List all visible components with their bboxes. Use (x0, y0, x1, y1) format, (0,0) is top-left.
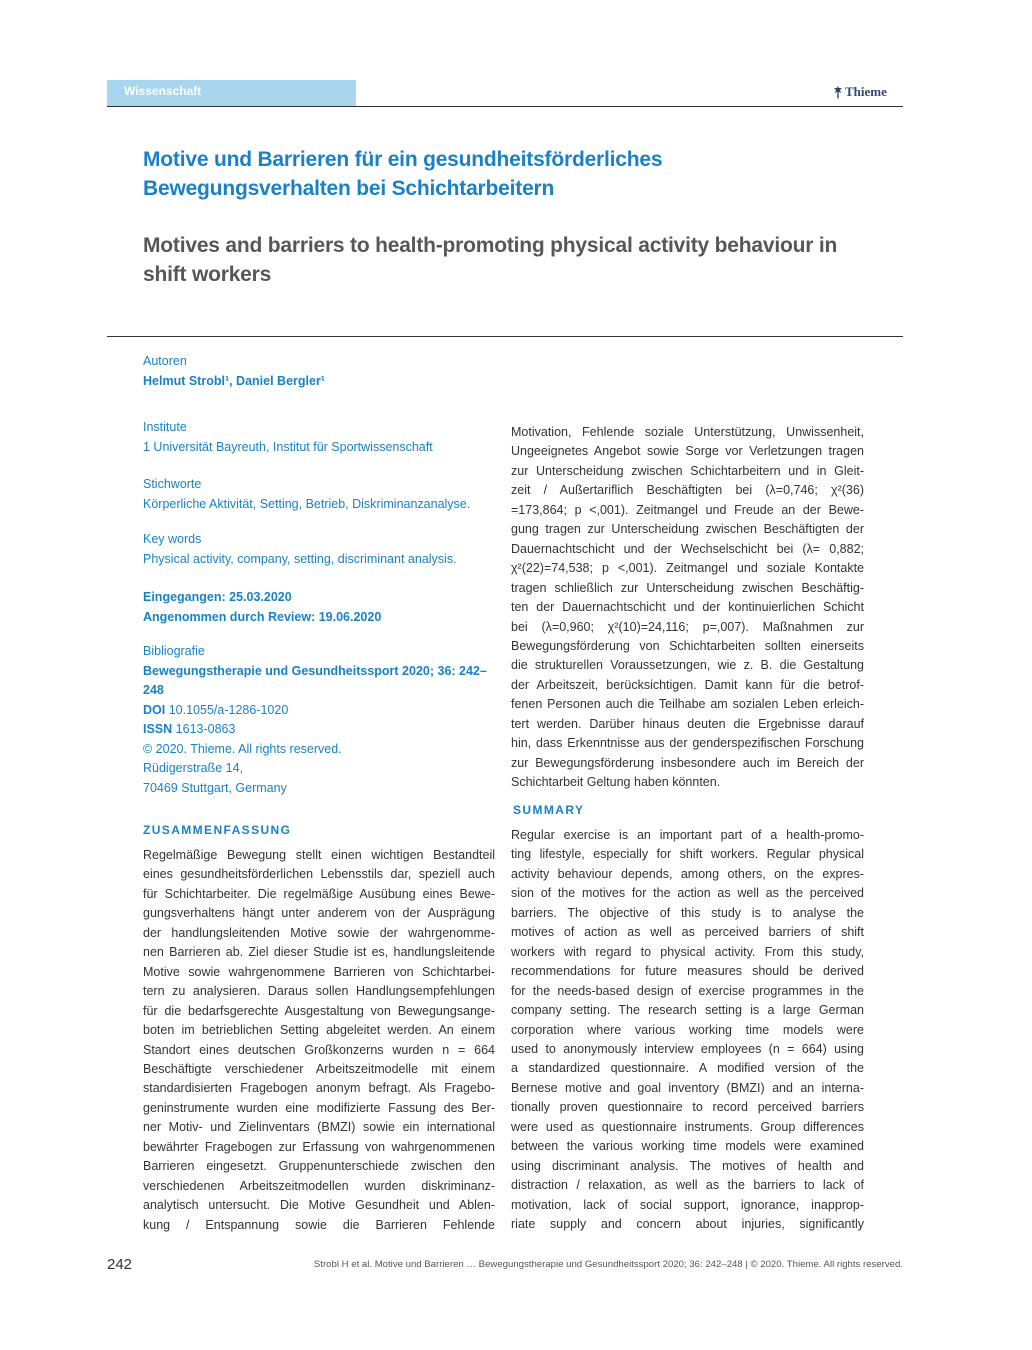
keywords-en-label: Key words (143, 532, 202, 546)
publisher-logo (833, 84, 887, 100)
zusammenfassung-body (143, 846, 495, 1235)
text-line: für die bedarfsgerechte Ausgestaltung von Bewegungsange- (143, 1003, 495, 1018)
text-line: boten im betrieblichen Setting abgeleitet werden. An einem (143, 1023, 495, 1038)
section-label: Wissenschaft (107, 80, 356, 106)
text-line: Regular exercise is an important part of a health-promo- (511, 828, 864, 842)
text-line: bewährter Fragebogen zur Erfassung von wahrgenommenen (143, 1139, 495, 1154)
text-line: =173,864; p <,001). Zeitmangel und Freude an der Bewe- (511, 502, 864, 517)
zusammenfassung-heading: ZUSAMMENFASSUNG (143, 823, 292, 837)
bibliography-label: Bibliografie (143, 644, 205, 658)
text-line: tern zu analysieren. Daraus sollen Handlungsempfehlungen (143, 984, 495, 999)
institutes-block (143, 418, 493, 457)
text-line: for the needs-based design of exercise programmes in the (511, 983, 864, 998)
issn-value: 1613-0863 (175, 722, 236, 736)
text-line: Motive sowie wahrgenommene Barrieren von Schichtarbei- (143, 964, 495, 979)
thieme-logo-icon (833, 86, 843, 99)
keywords-en-block (143, 530, 493, 569)
text-line: fenen Personen auch die Teilhabe am sozialen Leben erleich- (511, 697, 864, 712)
text-line: ting lifestyle, especially for shift workers. Regular physical (511, 847, 864, 862)
text-line: kung / Entspannung sowie die Barrieren Fehlende (143, 1217, 495, 1232)
authors-label: Autoren (143, 354, 187, 368)
institutes-text: 1 Universität Bayreuth, Institut für Sportwissenschaft (143, 439, 433, 454)
text-line: hin, dass Erkenntnisse aus der genderspezifischen Forschung (511, 736, 864, 751)
text-line: a standardized questionnaire. A modified version of the (511, 1061, 864, 1076)
text-line: using discriminant analysis. The motives of health and (511, 1158, 864, 1173)
text-line: bei (λ=0,960; χ²(10)=24,116; p=,007). Maßnahmen zur (511, 619, 864, 634)
text-line: distraction / relaxation, as well as the barriers to lack of (511, 1178, 864, 1193)
doi-link[interactable]: 10.1055/a-1286-1020 (168, 702, 289, 717)
text-line: zur Bewegungsförderung insbesondere auch im Bereich der (511, 755, 864, 770)
text-line: Bernese motive and goal inventory (BMZI) and an interna- (511, 1080, 864, 1095)
text-line: Motivation, Fehlende soziale Unterstützung, Unwissenheit, (511, 425, 864, 439)
footer-citation: Strobl H et al. Motive und Barrieren … Bewegungstherapie und Gesundheitssport 2020; 36: 242–248 | © 2020. Thieme. All rights reserved. (313, 1259, 903, 1270)
doi-label: DOI (143, 702, 166, 717)
text-line: Barrieren eingesetzt. Gruppenunterschiede zwischen den (143, 1159, 495, 1174)
text-line: analytisch untersucht. Die Motive Gesundheit und Ablen- (143, 1198, 495, 1213)
text-line: sion of the motives for the action as well as the perceived (511, 886, 864, 901)
date-accepted: Angenommen durch Review: 19.06.2020 (143, 609, 382, 624)
text-line: riate supply and concern about injuries, significantly (511, 1217, 864, 1232)
text-line: für Schichtarbeiter. Die regelmäßige Ausübung eines Bewe- (143, 886, 495, 901)
address-line1: Rüdigerstraße 14, (143, 761, 244, 775)
zusammenfassung-continuation (511, 423, 864, 793)
text-line: der Arbeitszeit, berücksichtigen. Damit kann für die betrof- (511, 677, 864, 692)
issn-label: ISSN (143, 722, 173, 736)
text-line: zur Unterscheidung zwischen Schichtarbeitern und in Gleit- (511, 463, 864, 478)
text-line: motivation, lack of social support, ignorance, inapprop- (511, 1197, 864, 1212)
text-line: used to anonymously interview employees (n = 664) using (511, 1041, 864, 1056)
title-german: Motive und Barrieren für ein gesundheitsförderliches Bewegungsverhalten bei Schichtarbeitern (143, 148, 663, 200)
text-line: recommendations for future measures should be derived (511, 964, 864, 979)
summary-body (511, 826, 864, 1235)
copyright: © 2020. Thieme. All rights reserved. (143, 741, 342, 756)
text-line: Beschäftigte verschiedener Arbeitszeitmodelle mit einem (143, 1061, 495, 1076)
journal-citation-line1: Bewegungstherapie und Gesundheitssport 2020; 36: 242– (143, 663, 487, 678)
text-line: motives of action as well as perceived barriers of shift (511, 925, 864, 940)
text-line: χ²(22)=74,538; p <,001). Zeitmangel und soziale Kontakte (511, 561, 864, 576)
page-number: 242 (107, 1256, 133, 1273)
keywords-de-block (143, 475, 493, 514)
text-line: verschiedenen Arbeitszeitmodellen wurden diskriminanz- (143, 1178, 495, 1193)
text-line: tragen schließlich zur Unterscheidung zwischen Beschäftig- (511, 580, 864, 595)
text-line: Regelmäßige Bewegung stellt einen wichtigen Bestandteil (143, 848, 495, 862)
text-line: Ungeeignetes Angebot sowie Sorge vor Verletzungen tragen (511, 444, 864, 459)
text-line: eines gesundheitsförderlichen Lebensstils dar, speziell auch (143, 867, 495, 882)
text-line: Dauernachtschicht und der Wechselschicht bei (λ= 0,882; (511, 541, 864, 556)
text-line: corporation where various working time models were (511, 1022, 864, 1037)
text-line: Standort eines deutschen Großkonzerns wurden n = 664 (143, 1042, 495, 1057)
bibliography-block (143, 642, 493, 798)
publisher-name: Thieme (845, 84, 887, 99)
text-line: ner Motiv- und Zielinventars (BMZI) sowie ein international (143, 1120, 495, 1135)
text-line: geninstrumente wurden eine modifizierte Fassung des Ber- (143, 1100, 495, 1115)
text-line: tert werden. Darüber hinaus deuten die Ergebnisse darauf (511, 716, 864, 731)
journal-citation-line2: 248 (143, 683, 164, 697)
address-line2: 70469 Stuttgart, Germany (143, 780, 287, 795)
text-line: were used as questionnaire instruments. Group differences (511, 1119, 864, 1134)
text-line: nen Barrieren ab. Ziel dieser Studie ist es, handlungsleitende (143, 945, 495, 960)
doi-line (143, 701, 493, 721)
title-rule (107, 336, 903, 337)
text-line: company setting. The research setting is a large German (511, 1003, 864, 1018)
text-line: standardisierten Fragebogen anonym befragt. Als Fragebo- (143, 1081, 495, 1096)
authors-names: Helmut Strobl¹, Daniel Bergler¹ (143, 373, 325, 388)
text-line: activity behaviour depends, among others, on the expres- (511, 866, 864, 881)
summary-heading: SUMMARY (513, 803, 585, 817)
header-rule (107, 106, 903, 107)
issn-line (143, 720, 493, 740)
dates-block (143, 588, 493, 627)
authors-block (143, 352, 493, 391)
institutes-label: Institute (143, 420, 187, 434)
keywords-de-text: Körperliche Aktivität, Setting, Betrieb, Diskriminanzanalyse. (143, 496, 471, 511)
keywords-en-text: Physical activity, company, setting, discriminant analysis. (143, 551, 457, 566)
text-line: between the various working time models were examined (511, 1139, 864, 1154)
date-received: Eingegangen: 25.03.2020 (143, 590, 292, 604)
text-line: barriers. The objective of this study is to analyse the (511, 905, 864, 920)
text-line: die strukturellen Voraussetzungen, wie z. B. die Gestaltung (511, 658, 864, 673)
title-english: Motives and barriers to health-promoting physical activity behaviour in shift workers (143, 234, 838, 286)
text-line: Bewegungsförderung von Schichtarbeiten sollten einerseits (511, 638, 864, 653)
text-line: zeit / Außertariflich Beschäftigten bei (λ=0,746; χ²(36) (511, 483, 864, 498)
text-line: ten der Dauernachtschicht und der kontinuierlichen Schicht (511, 600, 864, 615)
keywords-de-label: Stichworte (143, 477, 202, 491)
text-line: Schichtarbeit Geltung haben könnten. (511, 775, 721, 790)
text-line: workers with regard to physical activity. From this study, (511, 944, 864, 959)
text-line: der handlungsleitenden Motive sowie der wahrgenomme- (143, 925, 495, 940)
text-line: gung tragen zur Unterscheidung zwischen Beschäftigten der (511, 522, 864, 537)
text-line: tionally proven questionnaire to record perceived barriers (511, 1100, 864, 1115)
text-line: gungsverhaltens hängt unter anderem von der Ausprägung (143, 906, 495, 921)
